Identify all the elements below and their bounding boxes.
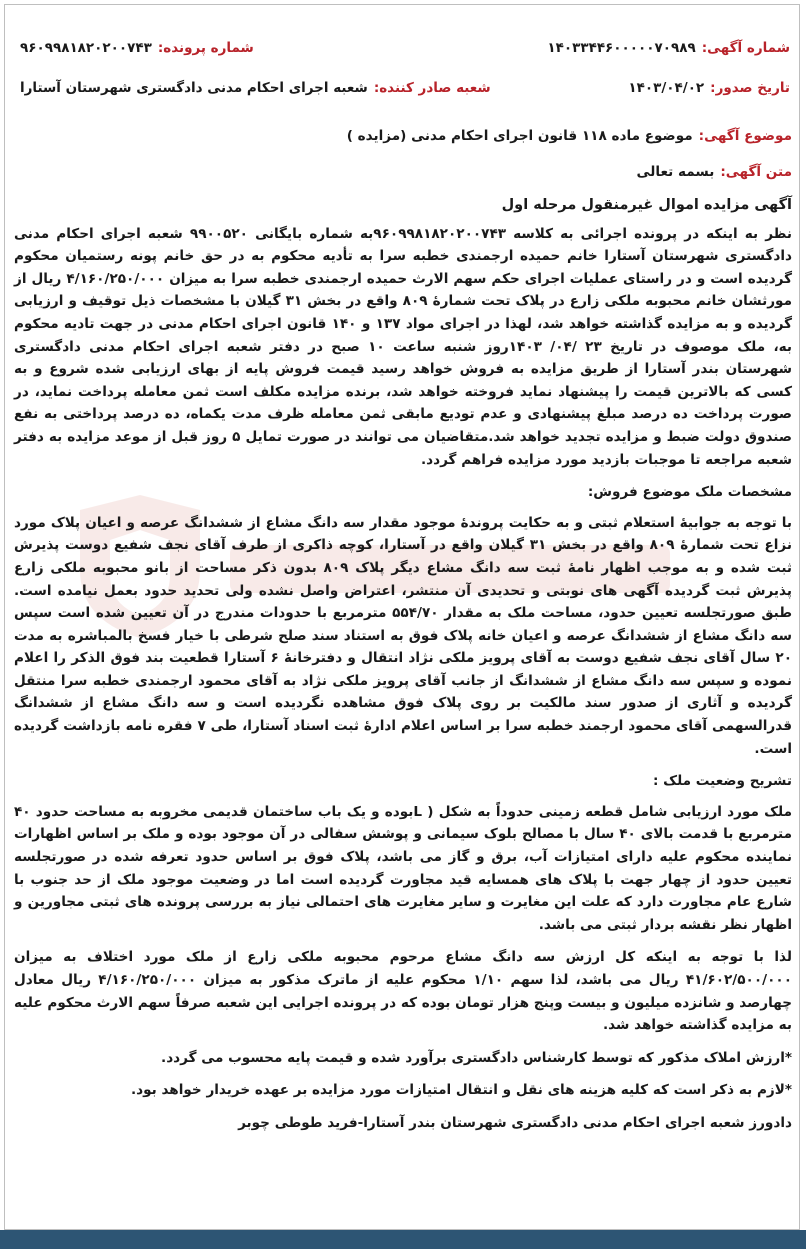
subject-row: [14, 118, 792, 154]
issuer: [20, 80, 491, 96]
note-appraisal: *ارزش املاک مذکور که توسط کارشناس دادگستری برآورد شده و قیمت پایه محسوب می گردد.: [161, 1049, 792, 1066]
subject-value: موضوع ماده ۱۱۸ قانون اجرای احکام مدنی (مزایده ): [346, 127, 693, 144]
issuer-value: شعبه اجرای احکام مدنی دادگستری شهرستان آستارا: [20, 80, 368, 96]
notice-number: [547, 40, 790, 56]
document-title: آگهی مزایده اموال غیرمنقول مرحله اول: [501, 197, 792, 213]
case-number: [20, 40, 254, 56]
header-row-1: [20, 28, 790, 68]
body-label: متن آگهی:: [720, 163, 792, 180]
specs-paragraph: با توجه به جوابیهٔ استعلام ثبتی و به حکایت پروندهٔ موجود مقدار سه دانگ مشاع از ششدانگ عرصه و اعیان پلاک مورد نزاع تحت شمارهٔ ۸۰۹ واقع در بخش ۳۱ گیلان واقع در آستارا، کوچه ذاکری از طرف آقای نجف شفیع دوست پذیرش ثبت شده و به موجب اظهار نامهٔ ثبت سه دانگ مشاع دیگر پلاک ۸۰۹ بدون ذکر مساحت از بانو محبوبه ملکی زارع پذیرش ثبت گردیده آگهی های نوبتی و تحدیدی آن منتشر، اعتراض واصل نشده ولی تحدید حدود بعمل نیامده است. طبق صورتجلسه تعیین حدود، مساحت ملک به مقدار ۵۵۴/۷۰ مترمربع با حدودات مندرج در آن تعیین شده است سپس سه دانگ مشاع از ششدانگ عرصه و اعیان خانه پلاک فوق به استناد سند صلح شرطی با خیار فسخ بالمباشره به مدت ۲۰ سال آقای نجف شفیع دوست به آقای پرویز ملکی نژاد انتقال و دفترخانهٔ ۶ آستارا قطعیت بند فوق الذکر را اعلام نموده و سپس سه دانگ مشاع از ششدانگ از جانب آقای پرویز ملکی نژاد به آقای محمود ارجمندی خطبه سرا منتقل گردیده و آثاری از صدور سند مالکیت بر روی پلاک فوق مشاهده نگردیده است و سه دانگ مشاع از ششدانگ قدرالسهمی آقای محمود ارجمند خطبه سرا بر اساس اعلام ادارهٔ ثبت اسناد آستارا، طی ۷ فقره نامه بازداشت گردیده است.: [14, 514, 793, 757]
status-paragraph: ملک مورد ارزیابی شامل قطعه زمینی حدوداً به شکل ( Lبوده و یک باب ساختمان قدیمی مخروبه به مساحت حدود ۴۰ مترمربع با قدمت بالای ۴۰ سال با مصالح بلوک سیمانی و پوشش سفالی در آن موجود بوده و ملک بر اساس اظهارات نماینده محکوم علیه دارای امتیازات آب، برق و گاز می باشد، پلاک فوق بر اساس حدود تعرفه شده در صورتجلسه تعیین حدود از چهار جهت با پلاک های همسایه قید مجاورت گردیده است اما در وضعیت موجود ملک از حد جنوب با شارع عام مجاورت دارد که علت این مغایرت و سایر مغایرت های احتمالی نیاز به بررسی پرونده های ثبتی مجاورین و اظهار نظر نقشه بردار ثبتی می باشد.: [14, 803, 792, 933]
header-row-2: [20, 68, 790, 108]
body-label-value: بسمه تعالی: [636, 163, 715, 180]
issue-date-label: تاریخ صدور:: [710, 80, 790, 96]
intro-paragraph: نظر به اینکه در پرونده اجرائی به کلاسه ۹۶۰۹۹۸۱۸۲۰۲۰۰۷۴۳به شماره بایگانی ۹۹۰۰۵۲۰ شعبه اجرای احکام مدنی دادگستری شهرستان آستارا خانم حمیده ارجمندی خطبه سرا به تأدیه محکوم به در حق خانم پونه رستمیان محکوم گردیده است و در راستای عملیات اجرای حکم سهم الارث حمیده ارجمندی خطبه سرا به میزان ۴/۱۶۰/۲۵۰/۰۰۰ ریال از مورثشان خانم محبوبه ملکی زارع در پلاک تحت شمارهٔ ۸۰۹ واقع در بخش ۳۱ گیلان با مشخصات ذیل توقیف و ارزیابی گردیده و به مزایده گذاشته خواهد شد، لهذا در اجرای مواد ۱۳۷ و ۱۴۰ قانون اجرای احکام مدنی در جهت تادیه محکوم به، ملک موصوف در تاریخ ۲۳ /۰۴/ ۱۴۰۳روز شنبه ساعت ۱۰ صبح در دفتر شعبه اجرای احکام مدنی دادگستری شهرستان بندر آستارا از طریق مزایده به فروش خواهد رسید قیمت فروش پایه از بهای ارزیابی شده شروع و به کسی که بالاترین قیمت را پیشنهاد نماید فروخته خواهد شد، برنده مزایده مکلف است ثمن معامله پرداخت نماید، در صورت پرداخت ده درصد مبلغ پیشنهادی و عدم توديع مابقی ثمن معامله ظرف مدت یکماه، ده درصد پرداختی به نفع صندوق دولت ضبط و مزایده تجدید خواهد شد.متقاضیان می توانند در صورت تمایل ۵ روز قبل از موعد مزایده به دفتر شعبه مراجعه تا موجبات بازدید مورد مزایده فراهم گردد.: [14, 225, 793, 468]
subject-label: موضوع آگهی:: [698, 127, 792, 144]
issue-date-value: ۱۴۰۳/۰۴/۰۲: [628, 80, 705, 96]
case-number-label: شماره پرونده:: [157, 40, 254, 56]
notice-header: [20, 28, 790, 118]
notice-content: [14, 118, 792, 1145]
notice-number-value: ۱۴۰۳۳۴۴۶۰۰۰۰۰۷۰۹۸۹: [547, 40, 696, 56]
status-heading: تشریح وضعیت ملک :: [652, 773, 792, 790]
issuer-label: شعبه صادر کننده:: [373, 80, 491, 96]
note-transfer-costs: *لازم به ذکر است که کلیه هزینه های نقل و انتقال امتیازات مورد مزایده بر عهده خریدار خواهد بود.: [130, 1082, 792, 1099]
valuation-paragraph: لذا با توجه به اینکه کل ارزش سه دانگ مشاع مرحوم محبوبه ملکی زارع از ملک مورد اختلاف به میزان ۴۱/۶۰۲/۵۰۰/۰۰۰ ریال می باشد، لذا سهم ۱/۱۰ محکوم علیه از ماترک مذکور به میزان ۴/۱۶۰/۲۵۰/۰۰۰ ریال معادل چهارصد و شانزده میلیون و بیست وپنج هزار تومان بوده که در پرونده اجرایی این شعبه صرفاً سهم الارث محکوم علیه به مزایده گذاشته خواهد شد.: [14, 949, 793, 1034]
notice-number-label: شماره آگهی:: [701, 40, 790, 56]
signature: دادورز شعبه اجرای احکام مدنی دادگستری شهرستان بندر آستارا-فرید طوطی چوبر: [238, 1114, 792, 1131]
bottom-bar: [0, 1230, 806, 1249]
body-label-row: [14, 154, 792, 190]
case-number-value: ۹۶۰۹۹۸۱۸۲۰۲۰۰۷۴۳: [20, 40, 152, 56]
issue-date: [628, 80, 790, 96]
specs-heading: مشخصات ملک موضوع فروش:: [587, 484, 792, 501]
